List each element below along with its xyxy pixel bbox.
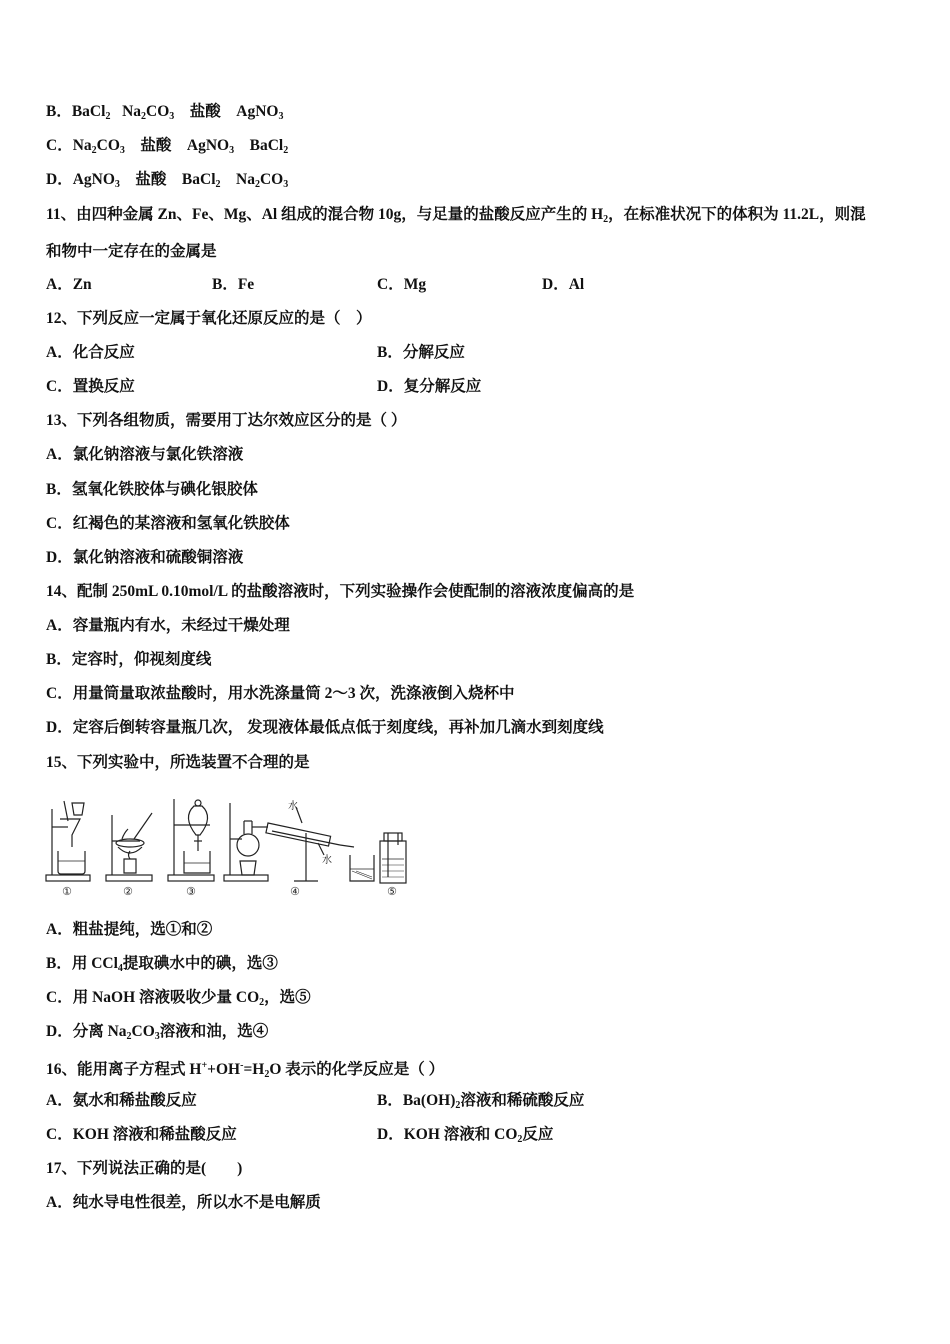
apparatus-5-gas-bottle xyxy=(380,833,406,883)
q17-option-a: A．纯水导电性很差，所以水不是电解质 xyxy=(46,1194,321,1211)
apparatus-label-water-out: 水 xyxy=(322,855,332,866)
apparatus-label-1: ① xyxy=(62,885,72,898)
q16-options-row2 xyxy=(46,1125,926,1145)
q14-option-d: D．定容后倒转容量瓶几次， 发现液体最低点低于刻度线，再补加几滴水到刻度线 xyxy=(46,719,604,736)
q11-option-b: B．Fe xyxy=(212,276,255,293)
q11-options xyxy=(46,275,926,295)
apparatus-4-distillation xyxy=(224,803,374,881)
q14-option-c: C．用量筒量取浓盐酸时，用水洗涤量筒 2～3 次，洗涤液倒入烧杯中 xyxy=(46,685,515,702)
q16-option-a: A．氨水和稀盐酸反应 xyxy=(46,1092,197,1109)
q15-option-c: C．用 NaOH 溶液吸收少量 $CO_2$，选⑤ xyxy=(46,989,311,1008)
q16-stem: 16、能用离子方程式 $H^++OH^-=H_2O$ 表示的化学反应是（ ） xyxy=(46,1060,445,1080)
q13-option-b: B．氢氧化铁胶体与碘化银胶体 xyxy=(46,481,258,498)
q14-option-b: B．定容时，仰视刻度线 xyxy=(46,651,212,668)
q14-stem: 14、配制 250mL 0.10mol/L 的盐酸溶液时，下列实验操作会使配制的溶液浓度偏高的是 xyxy=(46,583,635,600)
q11-stem-line2: 和物中一定存在的金属是 xyxy=(46,243,217,260)
q10-option-c: C．$Na_2CO_3$ 盐酸 AgNO$_3$ BaCl$_2$ xyxy=(46,137,289,156)
q12-stem: 12、下列反应一定属于氧化还原反应的是（ ） xyxy=(46,310,372,327)
apparatus-label-3: ③ xyxy=(186,885,196,898)
q16-options-row1 xyxy=(46,1091,926,1111)
q16-option-b: B．$Ba(OH)_2$溶液和稀硫酸反应 xyxy=(377,1092,585,1111)
apparatus-label-5: ⑤ xyxy=(387,885,397,898)
q12-option-a: A．化合反应 xyxy=(46,344,135,361)
apparatus-label-4: ④ xyxy=(290,885,300,898)
q12-options-row2 xyxy=(46,377,926,397)
apparatus-figure xyxy=(44,795,416,901)
q15-stem: 15、下列实验中，所选装置不合理的是 xyxy=(46,754,310,771)
q16-option-c: C．KOH 溶液和稀盐酸反应 xyxy=(46,1126,237,1143)
q15-option-b: B．用 CCl$_4$提取碘水中的碘，选③ xyxy=(46,955,278,974)
q14-option-a: A．容量瓶内有水，未经过干燥处理 xyxy=(46,617,290,634)
q11-option-a: A．Zn xyxy=(46,276,92,293)
q10-option-b: B．BaCl$_2$ $Na_2CO_3$ 盐酸 AgNO$_3$ xyxy=(46,103,284,122)
apparatus-label-2: ② xyxy=(123,885,133,898)
q15-option-d: D．分离 $Na_2CO_3$溶液和油，选④ xyxy=(46,1023,269,1042)
q12-option-b: B．分解反应 xyxy=(377,344,465,361)
q16-option-d: D．KOH 溶液和 $CO_2$反应 xyxy=(377,1126,554,1145)
q12-options-row1 xyxy=(46,343,926,363)
q12-option-d: D．复分解反应 xyxy=(377,378,482,395)
q11-option-d: D．Al xyxy=(542,276,585,293)
q11-option-c: C．Mg xyxy=(377,276,427,293)
q10-option-d: D．AgNO$_3$ 盐酸 BaCl$_2$ $Na_2CO_3$ xyxy=(46,171,289,190)
q13-option-d: D．氯化钠溶液和硫酸铜溶液 xyxy=(46,549,244,566)
q12-option-c: C．置换反应 xyxy=(46,378,135,395)
apparatus-label-water-in: 水 xyxy=(288,801,298,812)
q17-stem: 17、下列说法正确的是( ) xyxy=(46,1160,243,1177)
apparatus-1-filtration xyxy=(46,801,90,881)
apparatus-2-evaporation xyxy=(106,813,152,881)
apparatus-3-separatory-funnel xyxy=(168,799,214,881)
q13-stem: 13、下列各组物质，需要用丁达尔效应区分的是（ ） xyxy=(46,412,407,429)
q15-option-a: A．粗盐提纯，选①和② xyxy=(46,921,213,938)
q11-stem: 11、由四种金属 Zn、Fe、Mg、Al 组成的混合物 10g，与足量的盐酸反应产生的 $H_2$，在标准状况下的体积为 11.2L，则混 xyxy=(46,206,866,225)
q13-option-a: A．氯化钠溶液与氯化铁溶液 xyxy=(46,446,244,463)
q13-option-c: C．红褐色的某溶液和氢氧化铁胶体 xyxy=(46,515,290,532)
